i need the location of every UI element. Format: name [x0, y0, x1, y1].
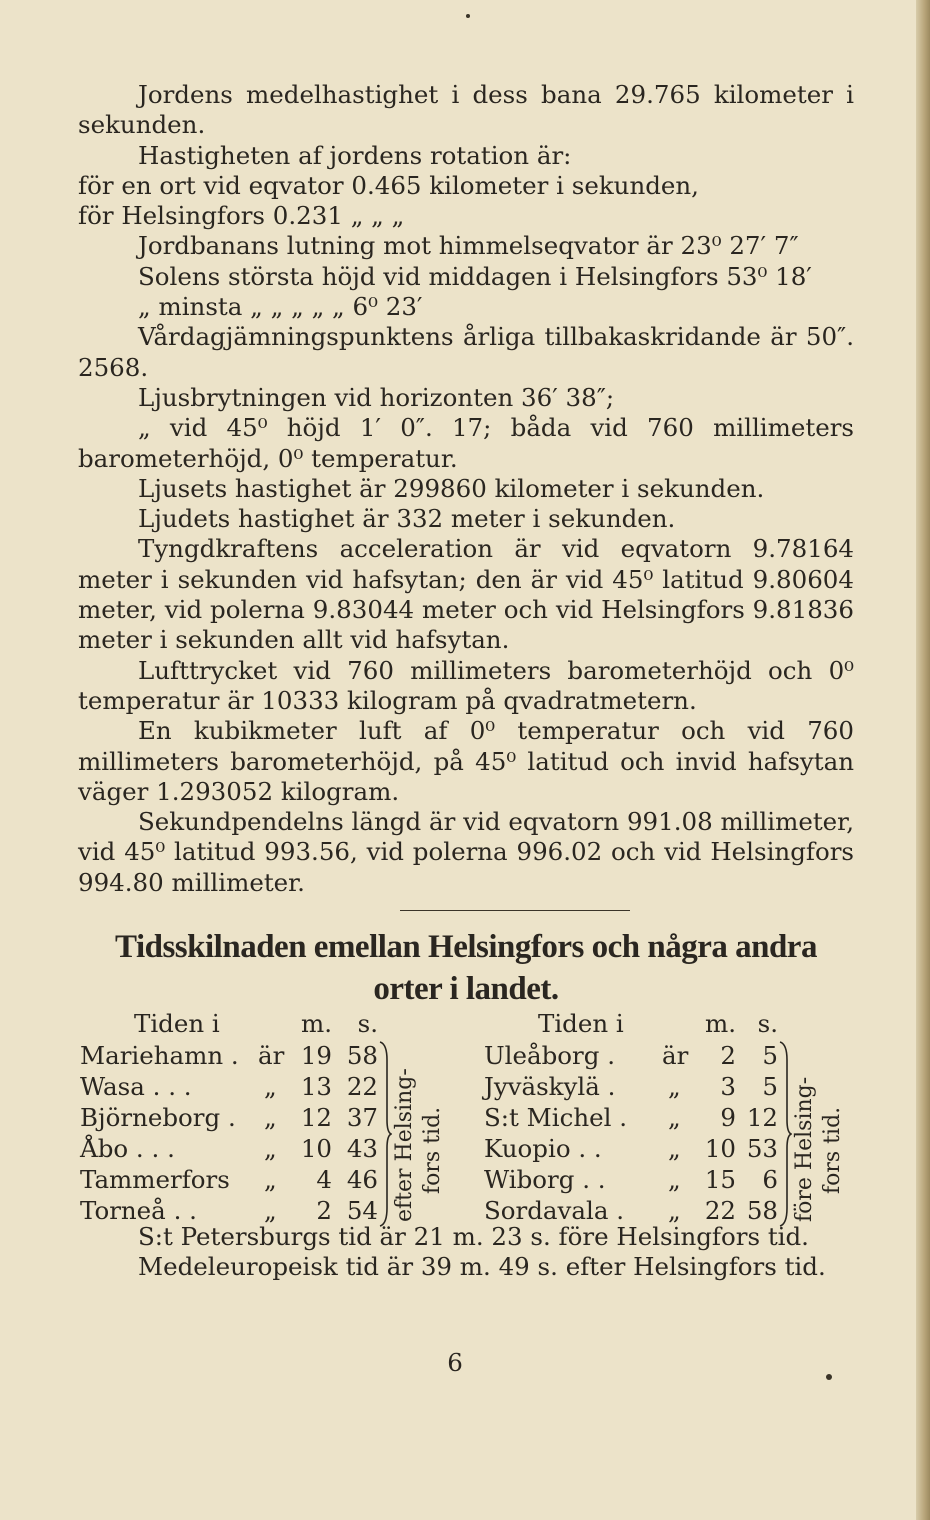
minutes: 10 [300, 1134, 332, 1163]
seconds: 12 [746, 1103, 778, 1132]
verb: „ [668, 1196, 681, 1225]
time-difference-table [80, 1008, 860, 1228]
paragraph: Ljudets hastighet är 332 meter i sekunden. [138, 504, 676, 534]
paragraph: En kubikmeter luft af 0⁰ temperatur och vid 760 millimeters barometerhöjd, på 45⁰ latitud och invid hafsytan väger 1.293052 kilogram. [78, 716, 854, 806]
footer-text [78, 1222, 854, 1283]
paragraph: Jordbanans lutning mot himmelseqvator är 23⁰ 27′ 7″ [138, 231, 799, 261]
seconds: 58 [346, 1041, 378, 1070]
verb: „ [668, 1165, 681, 1194]
right-seconds-column [742, 1008, 778, 1226]
minutes: 13 [300, 1072, 332, 1101]
column-header: s. [357, 1009, 378, 1038]
seconds: 43 [346, 1134, 378, 1163]
minutes: 19 [300, 1041, 332, 1070]
left-seconds-column [342, 1008, 378, 1226]
page-number: 6 [447, 1348, 463, 1377]
verb: „ [264, 1072, 277, 1101]
paragraph: för Helsingfors 0.231 „ „ „ [78, 201, 405, 231]
column-header: s. [757, 1009, 778, 1038]
paragraph: Ljusbrytningen vid horizonten 36′ 38″; [138, 382, 615, 412]
verb: „ [264, 1196, 277, 1225]
place-name: Wasa . . . [80, 1072, 192, 1101]
place-name: Björneborg . [80, 1103, 236, 1132]
speck [826, 1374, 832, 1380]
paragraph: för en ort vid eqvator 0.465 kilometer i sekunden, [78, 170, 699, 200]
right-side-label: fors tid. [820, 1106, 845, 1194]
place-name: Åbo . . . [80, 1134, 175, 1163]
seconds: 58 [746, 1196, 778, 1225]
paragraph: Vårdagjämningspunktens årliga tillbakaskridande är 50″. 2568. [78, 322, 854, 382]
paragraph: Tyngdkraftens acceleration är vid eqvatorn 9.78164 meter i sekunden vid hafsytan; den är vid 45⁰ latitud 9.80604 meter, vid polerna 9.83044 meter och vid Helsingfors 9.81836 meter i sekunden allt vid hafsytan. [78, 534, 854, 655]
verb: „ [264, 1103, 277, 1132]
minutes: 2 [316, 1196, 332, 1225]
verb: är [258, 1041, 285, 1070]
verb: „ [668, 1103, 681, 1132]
place-name: Jyväskylä . [484, 1072, 616, 1101]
footer-line: S:t Petersburgs tid är 21 m. 23 s. före Helsingfors tid. [138, 1222, 809, 1251]
paragraph: Ljusets hastighet är 299860 kilometer i sekunden. [138, 473, 765, 503]
paragraph: Lufttrycket vid 760 millimeters barometerhöjd och 0⁰ temperatur är 10333 kilogram på qvadratmetern. [78, 655, 854, 715]
place-name: Uleåborg . [484, 1041, 615, 1070]
minutes: 9 [720, 1103, 736, 1132]
left-minutes-column [298, 1008, 332, 1226]
place-name: Kuopio . . [484, 1134, 602, 1163]
seconds: 5 [762, 1041, 778, 1070]
verb: „ [264, 1165, 277, 1194]
column-header: Tiden i [134, 1009, 220, 1038]
verb: „ [668, 1072, 681, 1101]
table-title-line: orter i landet. [373, 971, 559, 1007]
right-side-label: före Helsing- [792, 1076, 817, 1222]
left-side-label: fors tid. [420, 1106, 445, 1194]
place-name: S:t Michel . [484, 1103, 628, 1132]
seconds: 54 [346, 1196, 378, 1225]
paragraph: „ vid 45⁰ höjd 1′ 0″. 17; båda vid 760 millimeters barometerhöjd, 0⁰ temperatur. [78, 413, 854, 473]
right-brace [778, 1040, 792, 1228]
minutes: 22 [704, 1196, 736, 1225]
paragraph: Hastigheten af jordens rotation är: [138, 140, 572, 170]
place-name: Wiborg . . [484, 1165, 606, 1194]
seconds: 22 [346, 1072, 378, 1101]
column-header: m. [704, 1009, 736, 1038]
paragraph: Sekundpendelns längd är vid eqvatorn 991.08 millimeter, vid 45⁰ latitud 993.56, vid polerna 996.02 och vid Helsingfors 994.80 millimeter. [78, 807, 854, 897]
place-name: Sordavala . [484, 1196, 625, 1225]
divider-rule [400, 910, 630, 911]
minutes: 15 [704, 1165, 736, 1194]
minutes: 12 [300, 1103, 332, 1132]
page-edge [916, 0, 930, 1520]
paragraph: Jordens medelhastighet i dess bana 29.765 kilometer i sekunden. [78, 80, 854, 140]
seconds: 6 [762, 1165, 778, 1194]
seconds: 46 [346, 1165, 378, 1194]
verb: är [662, 1041, 689, 1070]
place-name: Mariehamn . [80, 1041, 239, 1070]
seconds: 37 [346, 1103, 378, 1132]
minutes: 3 [720, 1072, 736, 1101]
left-verb-column [258, 1008, 292, 1226]
place-name: Torneå . . [80, 1196, 197, 1225]
paragraph: Solens största höjd vid middagen i Helsingfors 53⁰ 18′ [138, 261, 812, 291]
speck [466, 14, 470, 18]
right-verb-column [662, 1008, 696, 1226]
seconds: 53 [746, 1134, 778, 1163]
left-side-label: efter Helsing- [392, 1068, 417, 1222]
footer-line: Medeleuropeisk tid är 39 m. 49 s. efter Helsingfors tid. [138, 1252, 826, 1282]
column-header: Tiden i [538, 1009, 624, 1038]
place-name: Tammerfors [80, 1165, 230, 1194]
column-header: m. [300, 1009, 332, 1038]
minutes: 4 [316, 1165, 332, 1194]
table-title [78, 926, 854, 1010]
minutes: 2 [720, 1041, 736, 1070]
right-minutes-column [700, 1008, 736, 1226]
verb: „ [264, 1134, 277, 1163]
seconds: 5 [762, 1072, 778, 1101]
minutes: 10 [704, 1134, 736, 1163]
left-brace [378, 1040, 392, 1228]
verb: „ [668, 1134, 681, 1163]
body-text [78, 80, 854, 898]
table-title-line: Tidsskilnaden emellan Helsingfors och några andra [115, 929, 817, 965]
paragraph: „ minsta „ „ „ „ „ 6⁰ 23′ [138, 292, 423, 322]
